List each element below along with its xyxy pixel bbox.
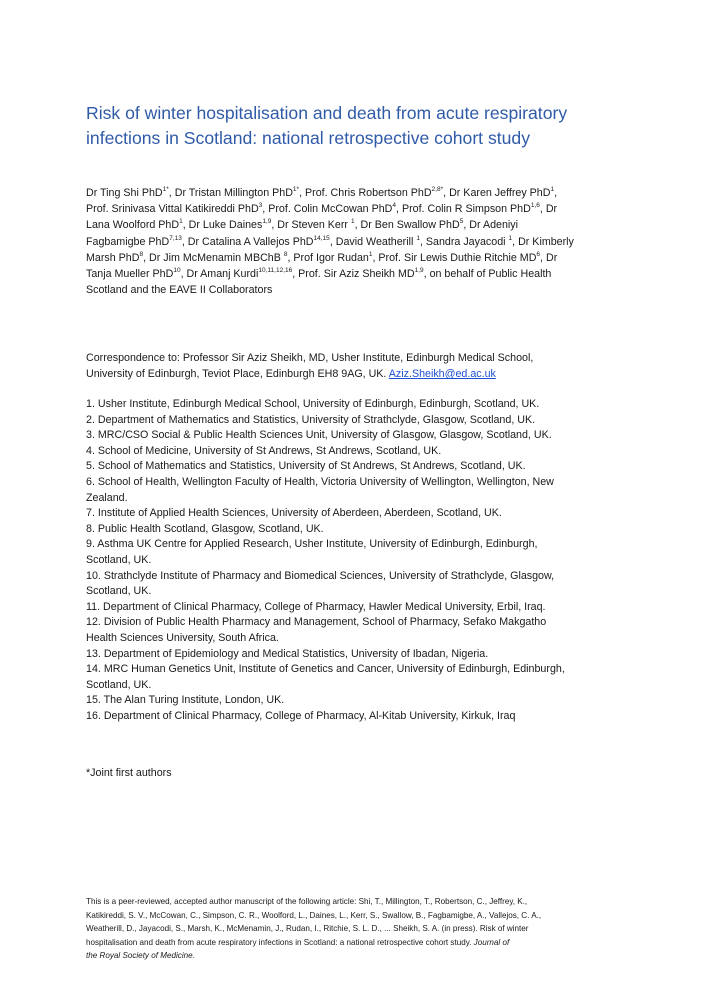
text-run: hospitalisation and death from acute respiratory infections in Scotland: a national retrospective cohort study. [86, 937, 474, 947]
affiliation-marker: 14,15 [313, 234, 330, 242]
affiliation-marker: 2,8* [431, 185, 444, 193]
affiliation-line: 7. Institute of Applied Health Sciences, University of Aberdeen, Aberdeen, Scotland, UK. [86, 507, 502, 520]
author-line [86, 201, 622, 217]
text-run: , David Weatherill [329, 235, 417, 248]
correspondence-address: University of Edinburgh, Teviot Place, Edinburgh EH8 9AG, UK. [86, 368, 389, 381]
affiliation-marker: 1* [292, 185, 300, 193]
title-line: infections in Scotland: national retrospective cohort study [86, 128, 531, 148]
affiliation-list [86, 397, 626, 724]
author-line [86, 234, 622, 250]
affiliation-marker: 6 [536, 250, 541, 258]
correspondence-line: Correspondence to: Professor Sir Aziz Sheikh, MD, Usher Institute, Edinburgh Medical School, [86, 352, 534, 364]
affiliation-line: 16. Department of Clinical Pharmacy, College of Pharmacy, Al-Kitab University, Kirkuk, Iraq [86, 709, 516, 722]
affiliation-line: 10. Strathclyde Institute of Pharmacy and Biomedical Sciences, University of Strathclyde, Glasgow, [86, 569, 555, 582]
affiliation-line: 13. Department of Epidemiology and Medical Statistics, University of Ibadan, Nigeria. [86, 647, 489, 660]
text-run: , Dr Catalina A Vallejos PhD [181, 235, 314, 248]
author-line [86, 266, 622, 282]
affiliation-marker: 1 [416, 234, 420, 242]
affiliation-marker: 1 [350, 218, 355, 226]
text-run: This is a peer-reviewed, accepted author manuscript of the following article: Shi, T., Millington, T., Robertson, C., Jeffrey, K., [86, 897, 528, 906]
affiliation-line: 5. School of Mathematics and Statistics, University of St Andrews, St Andrews, Scotland, UK. [86, 460, 526, 473]
affiliation-marker: 10,11,12,16 [258, 266, 293, 274]
affiliation-line: Zealand. [86, 491, 128, 504]
paper-title [86, 101, 606, 151]
text-run: , Dr Steven Kerr [271, 219, 351, 232]
affiliation-line: 3. MRC/CSO Social & Public Health Sciences Unit, University of Glasgow, Glasgow, Scotland, UK. [86, 429, 552, 442]
text-run: , Dr Amanj Kurdi [180, 268, 259, 281]
text-run: Katikireddi, S. V., McCowan, C., Simpson, C. R., Woolford, L., Daines, L., Kerr, S., Swallow, B., Fagbamigbe, A., Vallejos, C. A., [86, 910, 542, 920]
correspondence [86, 350, 622, 382]
footnote-line [86, 936, 626, 950]
affiliation-line: 12. Division of Public Health Pharmacy and Management, School of Pharmacy, Sefako Makgatho [86, 616, 547, 629]
affiliation-line: 9. Asthma UK Centre for Applied Research, Usher Institute, University of Edinburgh, Edinburgh, [86, 538, 538, 551]
affiliation-line: 8. Public Health Scotland, Glasgow, Scotland, UK. [86, 522, 324, 535]
author-line [86, 250, 622, 266]
affiliation-marker: 1 [508, 234, 513, 242]
affiliation-marker: 1 [368, 250, 373, 258]
text-run: , [554, 187, 558, 199]
affiliation-marker: 1* [162, 185, 169, 193]
footnote-line [86, 922, 626, 936]
author-line [86, 185, 622, 201]
affiliation-marker: 4 [392, 202, 396, 210]
affiliation-line: Scotland, UK. [86, 678, 152, 691]
affiliation-marker: 7,13 [169, 234, 182, 242]
affiliation-line: Scotland, UK. [86, 553, 152, 566]
text-run: , Prof. Colin McCowan PhD [262, 203, 393, 216]
affiliation-line: 2. Department of Mathematics and Statistics, University of Strathclyde, Glasgow, Scotland, UK. [86, 413, 536, 426]
affiliation-line: Scotland, UK. [86, 585, 152, 598]
affiliation-marker: 1 [550, 185, 555, 193]
text-run: Dr Ting Shi PhD [86, 187, 163, 199]
text-run: , Dr [540, 251, 558, 264]
affiliation-marker: 1,9 [262, 218, 272, 226]
text-run: Weatherill, D., Jayacodi, S., Marsh, K., McMenamin, J., Rudan, I., Ritchie, S. L. D., ... Sheikh, S. A. (in press). Risk of winter [86, 924, 529, 933]
correspondence-email-link[interactable]: Aziz.Sheikh@ed.ac.uk [388, 368, 496, 381]
text-run: Fagbamigbe PhD [86, 235, 170, 248]
affiliation-marker: 3 [258, 202, 263, 210]
text-run: , Prof. Sir Lewis Duthie Ritchie MD [372, 251, 537, 264]
text-run: Tanja Mueller PhD [86, 268, 174, 281]
text-run: , Dr Kimberly [512, 235, 574, 248]
text-run: Marsh PhD [86, 251, 140, 264]
affiliation-line: 4. School of Medicine, University of St Andrews, St Andrews, Scotland, UK. [86, 444, 442, 457]
text-run: , Prof. Sir Aziz Sheikh MD [292, 268, 415, 281]
text-run: , Dr Ben Swallow PhD [354, 219, 460, 232]
affiliation-line: 11. Department of Clinical Pharmacy, College of Pharmacy, Hawler Medical University, Erbil, Iraq. [86, 600, 546, 613]
affiliation-line: 6. School of Health, Wellington Faculty of Health, Victoria University of Wellington, Wellington, New [86, 475, 554, 488]
text-run: , Sandra Jayacodi [419, 235, 509, 248]
footnote-line [86, 909, 626, 923]
affiliation-marker: 1,6 [530, 202, 540, 210]
correspondence-line [86, 366, 622, 382]
text-run: Journal of [473, 937, 510, 947]
affiliation-marker: 8 [283, 250, 288, 258]
text-run: . [192, 951, 195, 960]
affiliation-marker: 1,9 [414, 266, 424, 274]
text-run: , Dr Tristan Millington PhD [168, 187, 293, 199]
affiliation-marker: 8 [139, 250, 144, 258]
footnote-line [86, 895, 626, 909]
author-line [86, 217, 622, 233]
joint-first-authors-note: *Joint first authors [86, 767, 172, 779]
text-run: Lana Woolford PhD [86, 219, 180, 232]
text-run: , Prof. Colin R Simpson PhD [396, 203, 531, 216]
text-run: , Dr Adeniyi [463, 219, 518, 232]
text-run: , Dr Karen Jeffrey PhD [443, 187, 551, 199]
affiliation-marker: 1 [179, 218, 183, 226]
text-run: , on behalf of Public Health [423, 268, 552, 281]
affiliation-line: 1. Usher Institute, Edinburgh Medical School, University of Edinburgh, Edinburgh, Scotland, UK. [86, 398, 540, 410]
affiliation-marker: 5 [459, 218, 464, 226]
text-run: , Prof Igor Rudan [287, 251, 369, 264]
citation-footnote [86, 895, 626, 963]
affiliation-line: 15. The Alan Turing Institute, London, UK. [86, 694, 285, 707]
text-run: , Dr [539, 203, 558, 216]
author-list [86, 185, 622, 298]
text-run: , Dr Luke Daines [182, 219, 263, 232]
affiliation-line: 14. MRC Human Genetics Unit, Institute of Genetics and Cancer, University of Edinburgh, Edinburgh, [86, 663, 565, 676]
text-run: Scotland and the EAVE II Collaborators [86, 284, 273, 297]
affiliation-marker: 10 [173, 266, 181, 274]
title-line: Risk of winter hospitalisation and death from acute respiratory [86, 103, 568, 123]
text-run: the Royal Society of Medicine [86, 951, 193, 960]
text-run: , Dr Jim McMenamin MBChB [143, 251, 284, 264]
affiliation-line: Health Sciences University, South Africa. [86, 631, 279, 644]
text-run: , Prof. Chris Robertson PhD [299, 187, 432, 199]
footnote-line [86, 949, 626, 963]
author-line [86, 282, 622, 298]
text-run: Prof. Srinivasa Vittal Katikireddi PhD [86, 203, 259, 216]
